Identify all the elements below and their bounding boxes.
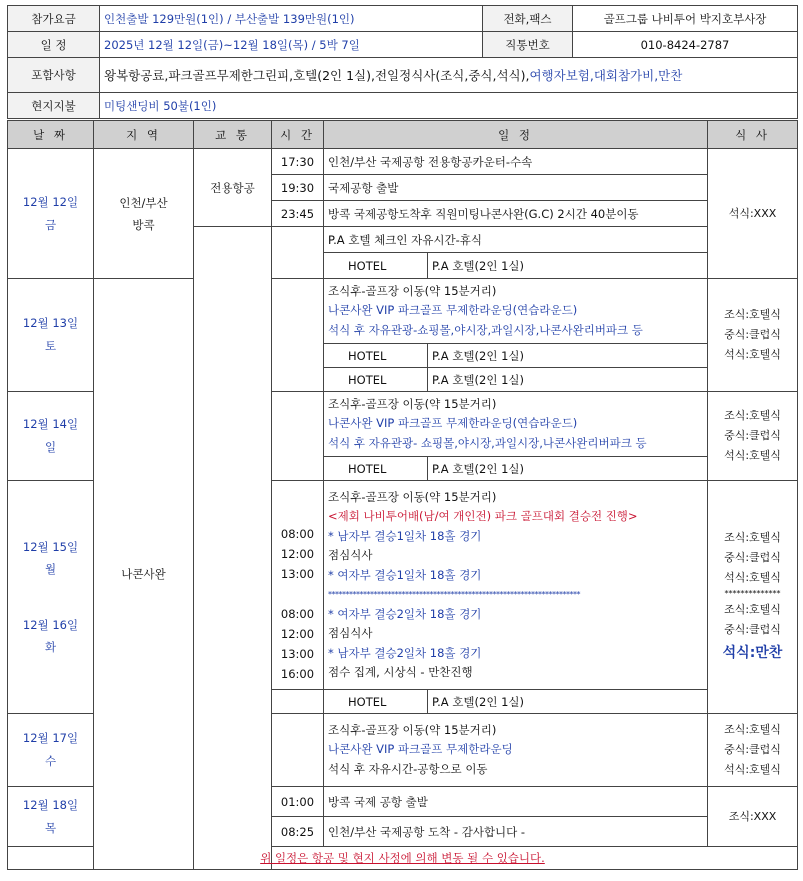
day2-hotel-label2: HOTEL bbox=[324, 368, 428, 392]
day3-date-text: 12월 14일 bbox=[22, 417, 79, 431]
day2-hotel-label: HOTEL bbox=[324, 344, 428, 368]
day3-line1: 조식후-골프장 이동(약 15분거리) bbox=[328, 396, 497, 411]
day45-meal1: 조식:호텔식 bbox=[724, 531, 781, 544]
header-row bbox=[8, 121, 798, 149]
footer-note bbox=[8, 847, 798, 870]
day2-meal bbox=[708, 279, 798, 392]
include-blue: 여행자보험,대회참가비,만찬 bbox=[529, 68, 683, 83]
day1-sched1: 인천/부산 국제공항 전용항공카운터-수속 bbox=[324, 149, 708, 175]
day45-line7: * 여자부 결승2일차 18홀 경기 bbox=[328, 606, 482, 621]
day5-weekday: 화 bbox=[44, 640, 57, 654]
day7-sched2: 인천/부산 국제공항 도착 - 감사합니다 - bbox=[324, 817, 708, 847]
day7-date-text: 12월 18일 bbox=[22, 797, 79, 812]
day1-sched4: P.A 호텔 체크인 자유시간-휴식 bbox=[324, 227, 708, 253]
day45-line5: * 여자부 결승1일차 18홀 경기 bbox=[328, 567, 482, 582]
day4-weekday: 월 bbox=[44, 562, 57, 576]
day2-line1: 조식후-골프장 이동(약 15분거리) bbox=[328, 283, 497, 298]
period-label: 일 정 bbox=[8, 32, 100, 58]
day45-meal4: 조식:호텔식 bbox=[724, 603, 781, 616]
header-date: 날 짜 bbox=[8, 121, 94, 149]
fee-label: 참가요금 bbox=[8, 6, 100, 32]
day45-time7: 08:00 bbox=[280, 607, 315, 621]
day6-time-empty bbox=[272, 714, 324, 787]
fee-value: 인천출발 129만원(1인) / 부산출발 139만원(1인) bbox=[100, 6, 483, 32]
day45-times bbox=[272, 481, 324, 690]
day3-line2: 나콘사완 VIP 파크골프 무제한라운딩(연습라운드) bbox=[328, 416, 578, 431]
day1-hotel-value: P.A 호텔(2인 1실) bbox=[428, 253, 708, 279]
day2-meal1: 조식:호텔식 bbox=[724, 308, 781, 321]
day7-meal: 조식:XXX bbox=[708, 787, 798, 847]
direct-label: 직통번호 bbox=[483, 32, 573, 58]
local-value: 미팅샌딩비 50불(1인) bbox=[100, 93, 798, 119]
day1-hotel-label: HOTEL bbox=[324, 253, 428, 279]
day1-date-text: 12월 12일 bbox=[22, 194, 79, 209]
day2-weekday: 토 bbox=[44, 339, 57, 353]
day3-line3: 석식 후 자유관광- 쇼핑몰,야시장,과일시장,나콘사완리버파크 등 bbox=[328, 435, 647, 450]
day7-time1: 01:00 bbox=[272, 787, 324, 817]
day3-hotel-label: HOTEL bbox=[324, 457, 428, 481]
day3-meal3: 석식:호텔식 bbox=[724, 449, 781, 462]
day3-meal1: 조식:호텔식 bbox=[724, 409, 781, 422]
day3-time-empty bbox=[272, 392, 324, 481]
day1-region-2: 방콕 bbox=[132, 217, 155, 232]
day45-time3: 08:00 bbox=[280, 527, 315, 541]
day6-date-text: 12월 17일 bbox=[22, 731, 79, 745]
day2-time-empty bbox=[272, 279, 324, 392]
day45-line8: 점심식사 bbox=[328, 626, 373, 640]
header-region: 지 역 bbox=[94, 121, 194, 149]
header-time: 시 간 bbox=[272, 121, 324, 149]
day5-date-text: 12월 16일 bbox=[22, 618, 79, 632]
day45-meal5: 중식:클럽식 bbox=[724, 623, 781, 636]
day6-meal bbox=[708, 714, 798, 787]
day7-sched1: 방콕 국제 공항 출발 bbox=[324, 787, 708, 817]
day1-time3: 23:45 bbox=[272, 201, 324, 227]
include-value bbox=[100, 58, 798, 93]
day2-hotel-value2: P.A 호텔(2인 1실) bbox=[428, 368, 708, 392]
schedule-table bbox=[7, 120, 798, 870]
day1-transport: 전용항공 bbox=[194, 149, 272, 227]
day6-line1: 조식후-골프장 이동(약 15분거리) bbox=[328, 722, 497, 737]
day45-time5: 13:00 bbox=[280, 567, 315, 581]
day45-line4: 점심식사 bbox=[328, 548, 373, 562]
day7-time2: 08:25 bbox=[272, 817, 324, 847]
day2-date bbox=[8, 279, 94, 392]
day6-meal3: 석식:호텔식 bbox=[724, 763, 781, 776]
include-label: 포함사항 bbox=[8, 58, 100, 93]
day1-date bbox=[8, 149, 94, 279]
day45-line3: * 남자부 결승1일차 18홀 경기 bbox=[328, 528, 482, 543]
local-label: 현지지불 bbox=[8, 93, 100, 119]
day45-separator: ************************************************************************ bbox=[328, 590, 580, 599]
day45-meal bbox=[708, 481, 798, 714]
phone-label: 전화,팩스 bbox=[483, 6, 573, 32]
header-meal: 식 사 bbox=[708, 121, 798, 149]
transport-span bbox=[194, 227, 272, 870]
day45-schedule bbox=[324, 481, 708, 690]
day1-sched3: 방콕 국제공항도착후 직원미팅나콘사완(G.C) 2시간 40분이동 bbox=[324, 201, 708, 227]
day3-hotel-value: P.A 호텔(2인 1실) bbox=[428, 457, 708, 481]
region-nakhon: 나콘사완 bbox=[94, 279, 194, 870]
day45-time8: 12:00 bbox=[280, 627, 315, 641]
day3-meal2: 중식:클럽식 bbox=[724, 429, 781, 442]
day45-meal6: 석식:만찬 bbox=[722, 645, 783, 661]
day45-meal3: 석식:호텔식 bbox=[724, 571, 781, 584]
day45-hotel-label: HOTEL bbox=[324, 690, 428, 714]
day45-line10: 점수 집계, 시상식 - 만찬진행 bbox=[328, 665, 473, 679]
day6-meal1: 조식:호텔식 bbox=[724, 723, 781, 736]
day45-meal2: 중식:클럽식 bbox=[724, 551, 781, 564]
day7-date bbox=[8, 787, 94, 847]
day45-time4: 12:00 bbox=[280, 547, 315, 561]
day45-hotel-value: P.A 호텔(2인 1실) bbox=[428, 690, 708, 714]
day1-sched2: 국제공항 출발 bbox=[324, 175, 708, 201]
day1-time1: 17:30 bbox=[272, 149, 324, 175]
day1-region-1: 인천/부산 bbox=[119, 195, 168, 210]
day3-weekday: 일 bbox=[44, 440, 57, 454]
day1-weekday: 금 bbox=[44, 217, 57, 232]
day6-meal2: 중식:클럽식 bbox=[724, 743, 781, 756]
period-value: 2025년 12월 12일(금)~12월 18일(목) / 5박 7일 bbox=[100, 32, 483, 58]
day6-line3: 석식 후 자유시간-공항으로 이동 bbox=[328, 761, 488, 776]
day1-region bbox=[94, 149, 194, 279]
day6-schedule bbox=[324, 714, 708, 787]
day2-meal3: 석식:호텔식 bbox=[724, 348, 781, 361]
day45-line9: * 남자부 결승2일차 18홀 경기 bbox=[328, 645, 482, 660]
day45-time10: 16:00 bbox=[280, 667, 315, 681]
day2-hotel-value: P.A 호텔(2인 1실) bbox=[428, 344, 708, 368]
day2-date-text: 12월 13일 bbox=[22, 316, 79, 330]
day1-time2: 19:30 bbox=[272, 175, 324, 201]
day45-time-empty bbox=[272, 690, 324, 714]
footer-text: 위 일정은 항공 및 현지 사정에 의해 변동 될 수 있습니다. bbox=[260, 851, 545, 865]
phone-value: 골프그룹 나비투어 박지호부사장 bbox=[573, 6, 798, 32]
day3-date bbox=[8, 392, 94, 481]
day4-date-text: 12월 15일 bbox=[22, 540, 79, 554]
day6-date bbox=[8, 714, 94, 787]
day45-line2: <제회 나비투어배(남/여 개인전) 파크 골프대회 결승전 진행> bbox=[328, 509, 638, 523]
info-table bbox=[7, 5, 798, 119]
day2-meal2: 중식:클럽식 bbox=[724, 328, 781, 341]
day2-line3: 석식 후 자유관광-쇼핑몰,야시장,과일시장,나콘사완리버파크 등 bbox=[328, 322, 643, 337]
header-transport: 교 통 bbox=[194, 121, 272, 149]
day7-weekday: 목 bbox=[44, 820, 57, 835]
day3-meal bbox=[708, 392, 798, 481]
day1-meal: 석식:XXX bbox=[708, 149, 798, 279]
day45-meal-separator: ************** bbox=[724, 589, 781, 598]
day6-weekday: 수 bbox=[44, 754, 57, 768]
day45-date bbox=[8, 481, 94, 714]
day2-schedule bbox=[324, 279, 708, 344]
direct-value: 010-8424-2787 bbox=[573, 32, 798, 58]
day45-time9: 13:00 bbox=[280, 647, 315, 661]
day3-schedule bbox=[324, 392, 708, 457]
day2-line2: 나콘사완 VIP 파크골프 무제한라운딩(연습라운드) bbox=[328, 303, 578, 318]
include-black: 왕복항공료,파크골프무제한그린피,호텔(2인 1실),전일정식사(조식,중식,석식), bbox=[104, 68, 530, 83]
day1-time-empty bbox=[272, 227, 324, 279]
header-schedule: 일 정 bbox=[324, 121, 708, 149]
day6-line2: 나콘사완 VIP 파크골프 무제한라운딩 bbox=[328, 742, 513, 757]
day45-line1: 조식후-골프장 이동(약 15분거리) bbox=[328, 489, 497, 504]
